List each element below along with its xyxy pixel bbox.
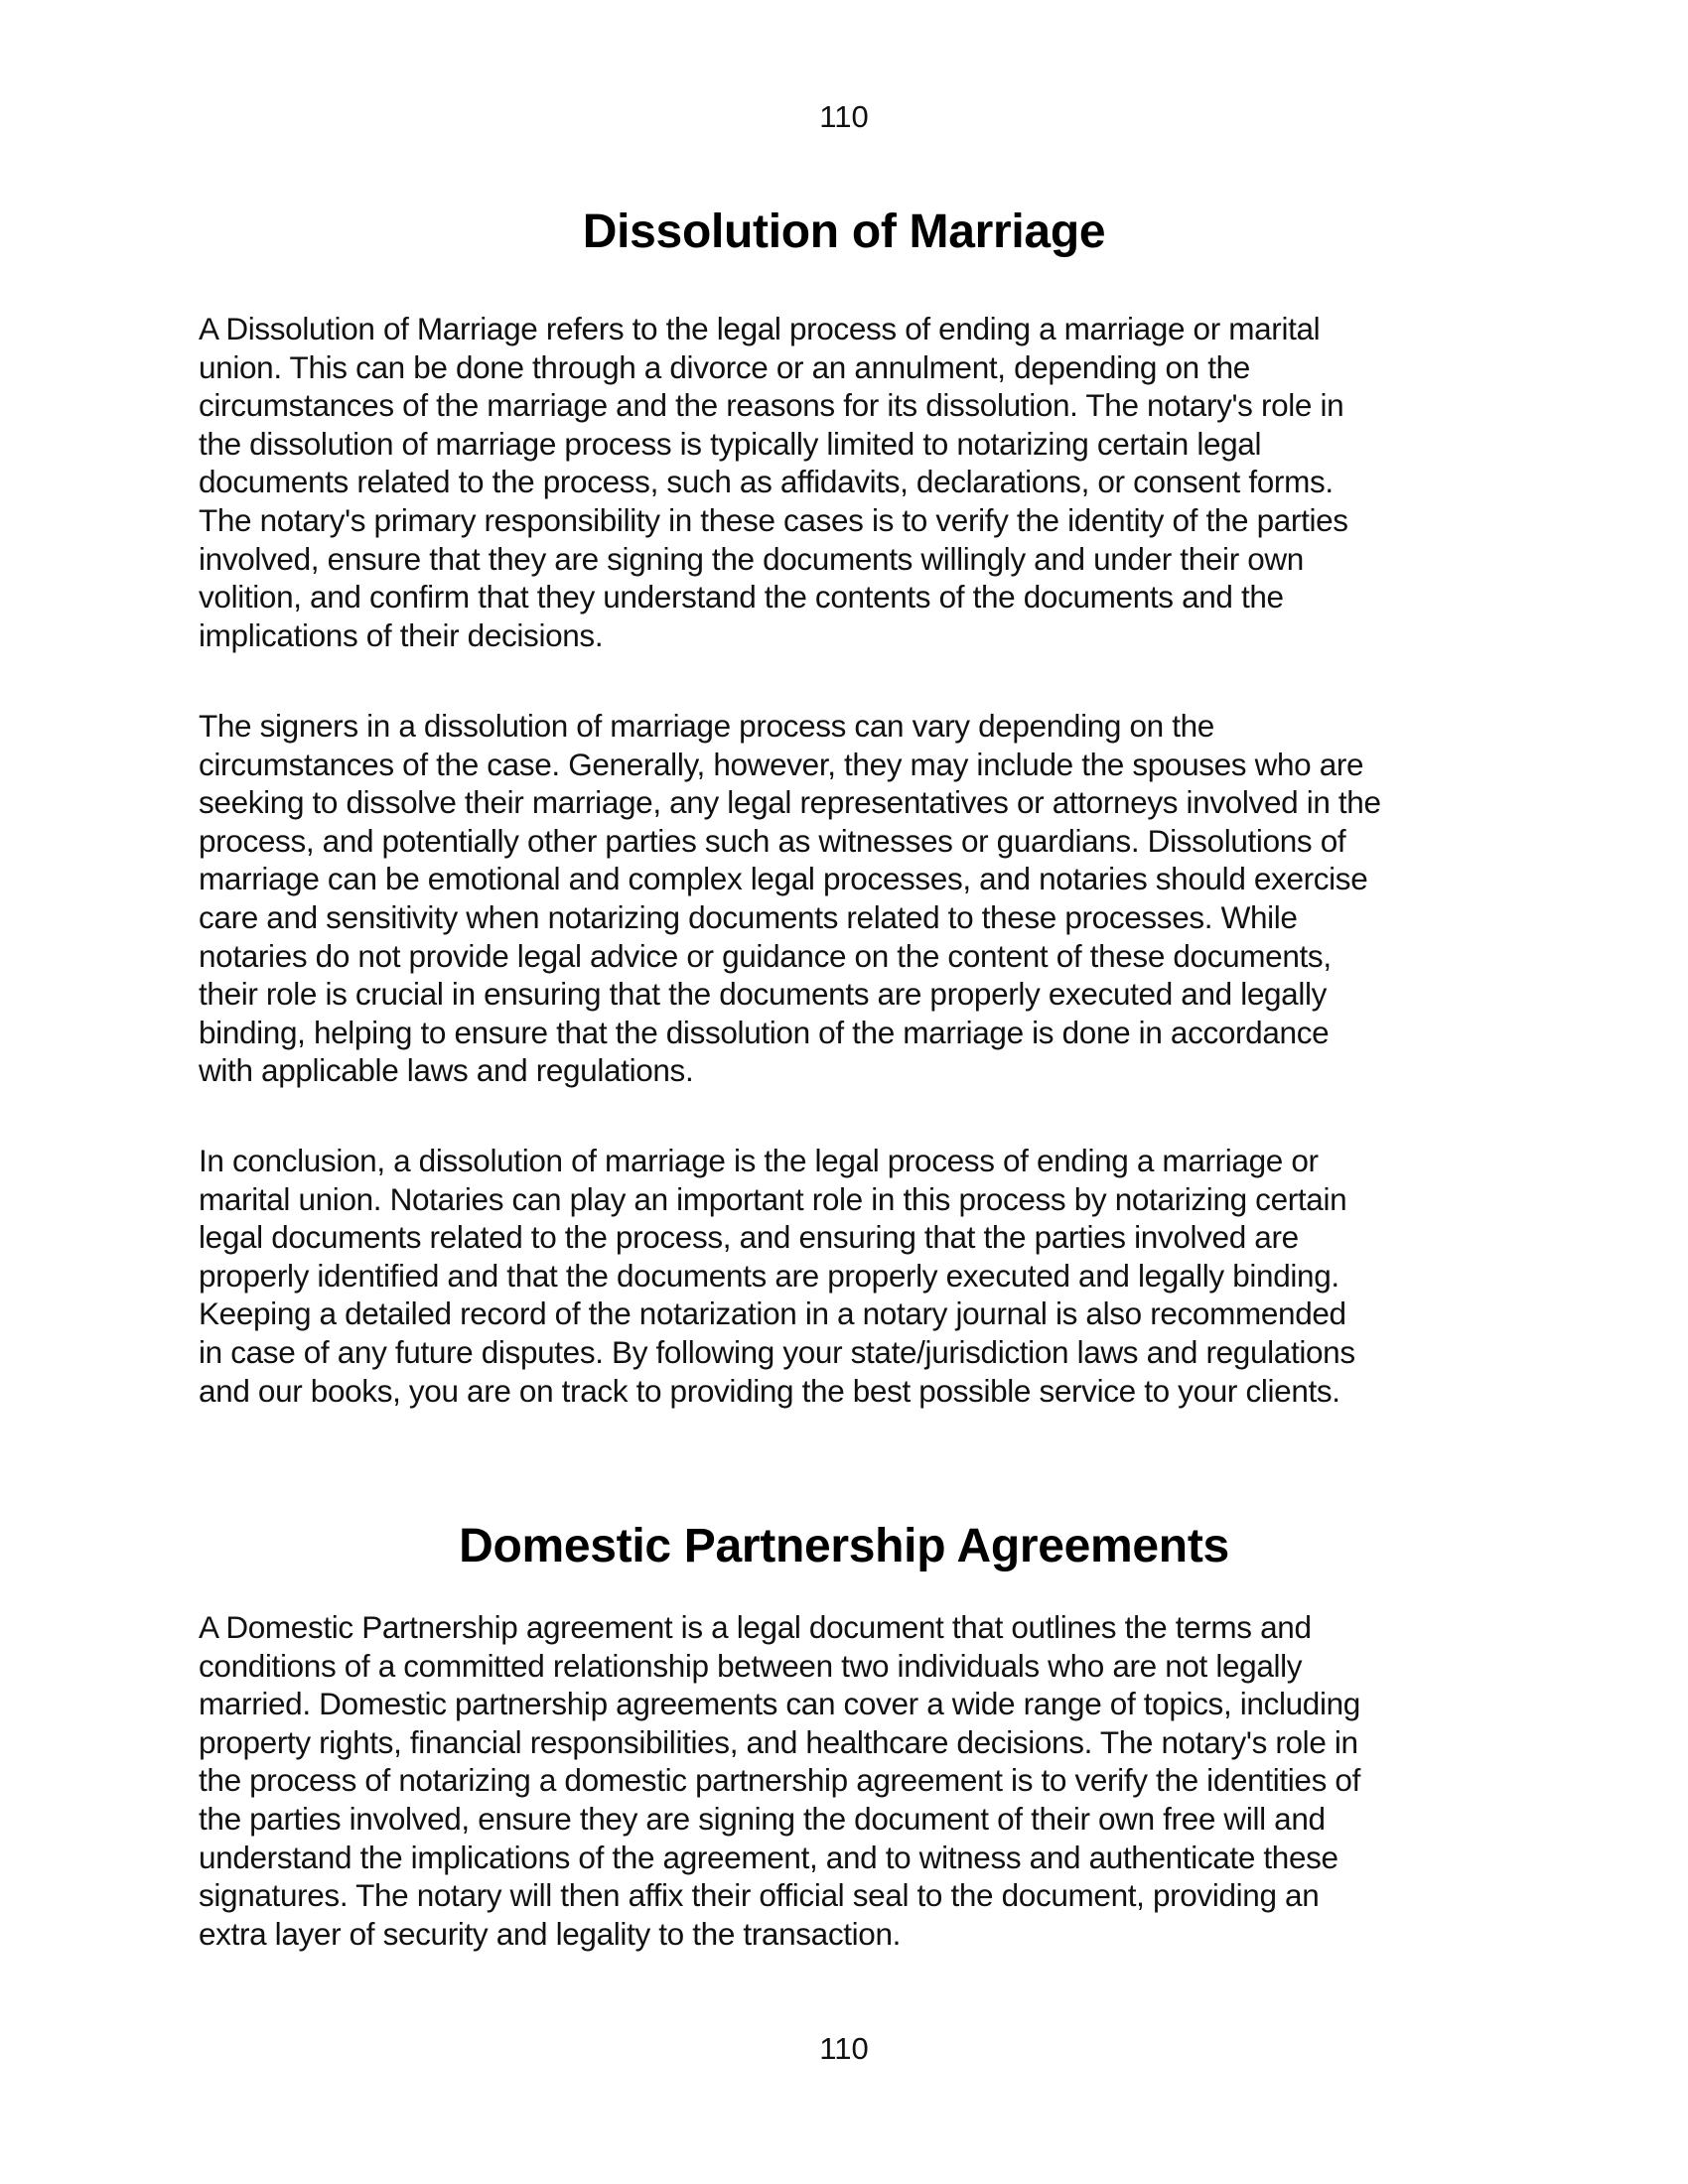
text-line: the process of notarizing a domestic partnership agreement is to verify the identities of xyxy=(199,1762,1360,1799)
paragraph-dissolution-signers xyxy=(199,707,1509,1090)
text-line: signatures. The notary will then affix their official seal to the document, providing an xyxy=(199,1877,1320,1914)
text-line: the parties involved, ensure they are signing the document of their own free will and xyxy=(199,1800,1326,1837)
text-line: A Dissolution of Marriage refers to the legal process of ending a marriage or marital xyxy=(199,311,1321,346)
text-line: volition, and confirm that they understand the contents of the documents and the xyxy=(199,579,1284,615)
paragraph-domestic-partnership-intro xyxy=(199,1608,1509,1953)
text-line: binding, helping to ensure that the dissolution of the marriage is done in accordance xyxy=(199,1014,1330,1050)
text-line: A Domestic Partnership agreement is a legal document that outlines the terms and xyxy=(199,1609,1312,1645)
text-line: their role is crucial in ensuring that the documents are properly executed and legally xyxy=(199,976,1328,1013)
paragraph-dissolution-intro xyxy=(199,310,1509,654)
text-line: extra layer of security and legality to the transaction. xyxy=(199,1915,902,1952)
paragraph-dissolution-conclusion xyxy=(199,1142,1509,1410)
section-title-domestic-partnership-agreements: Domestic Partnership Agreements xyxy=(459,1520,1229,1572)
text-line: the dissolution of marriage process is typically limited to notarizing certain legal xyxy=(199,425,1262,462)
text-line: notaries do not provide legal advice or guidance on the content of these documents, xyxy=(199,937,1332,974)
page-number-top: 110 xyxy=(819,99,869,134)
text-line: property rights, financial responsibilities, and healthcare decisions. The notary's role in xyxy=(199,1723,1358,1760)
text-line: understand the implications of the agreement, and to witness and authenticate these xyxy=(199,1839,1338,1875)
text-line: process, and potentially other parties such as witnesses or guardians. Dissolutions of xyxy=(199,822,1346,859)
text-line: married. Domestic partnership agreements can cover a wide range of topics, including xyxy=(199,1686,1360,1722)
text-line: legal documents related to the process, and ensuring that the parties involved are xyxy=(199,1219,1299,1256)
text-line: properly identified and that the documents are properly executed and legally binding. xyxy=(199,1257,1339,1294)
text-line: circumstances of the case. Generally, however, they may include the spouses who are xyxy=(199,746,1364,782)
text-line: care and sensitivity when notarizing documents related to these processes. While xyxy=(199,898,1298,935)
text-line: seeking to dissolve their marriage, any legal representatives or attorneys involved in the xyxy=(199,784,1381,821)
text-line: conditions of a committed relationship between two individuals who are not legally xyxy=(199,1647,1303,1684)
text-line: In conclusion, a dissolution of marriage is the legal process of ending a marriage or xyxy=(199,1143,1319,1178)
text-line: The notary's primary responsibility in these cases is to verify the identity of the parties xyxy=(199,501,1348,538)
page-number-bottom: 110 xyxy=(819,2031,869,2066)
text-line: union. This can be done through a divorce or an annulment, depending on the xyxy=(199,348,1250,385)
text-line: marital union. Notaries can play an important role in this process by notarizing certain xyxy=(199,1180,1347,1217)
text-line: with applicable laws and regulations. xyxy=(199,1052,694,1089)
text-line: marriage can be emotional and complex legal processes, and notaries should exercise xyxy=(199,861,1368,897)
text-line: in case of any future disputes. By following your state/jurisdiction laws and regulations xyxy=(199,1333,1355,1370)
section-title-dissolution-of-marriage: Dissolution of Marriage xyxy=(582,205,1106,258)
text-line: The signers in a dissolution of marriage process can vary depending on the xyxy=(199,708,1214,744)
text-line: documents related to the process, such as affidavits, declarations, or consent forms. xyxy=(199,464,1334,500)
text-line: Keeping a detailed record of the notarization in a notary journal is also recommended xyxy=(199,1296,1346,1332)
text-line: and our books, you are on track to providing the best possible service to your clients. xyxy=(199,1372,1340,1409)
text-line: circumstances of the marriage and the reasons for its dissolution. The notary's role in xyxy=(199,387,1344,424)
text-line: implications of their decisions. xyxy=(199,616,604,653)
text-line: involved, ensure that they are signing the documents willingly and under their own xyxy=(199,540,1304,577)
